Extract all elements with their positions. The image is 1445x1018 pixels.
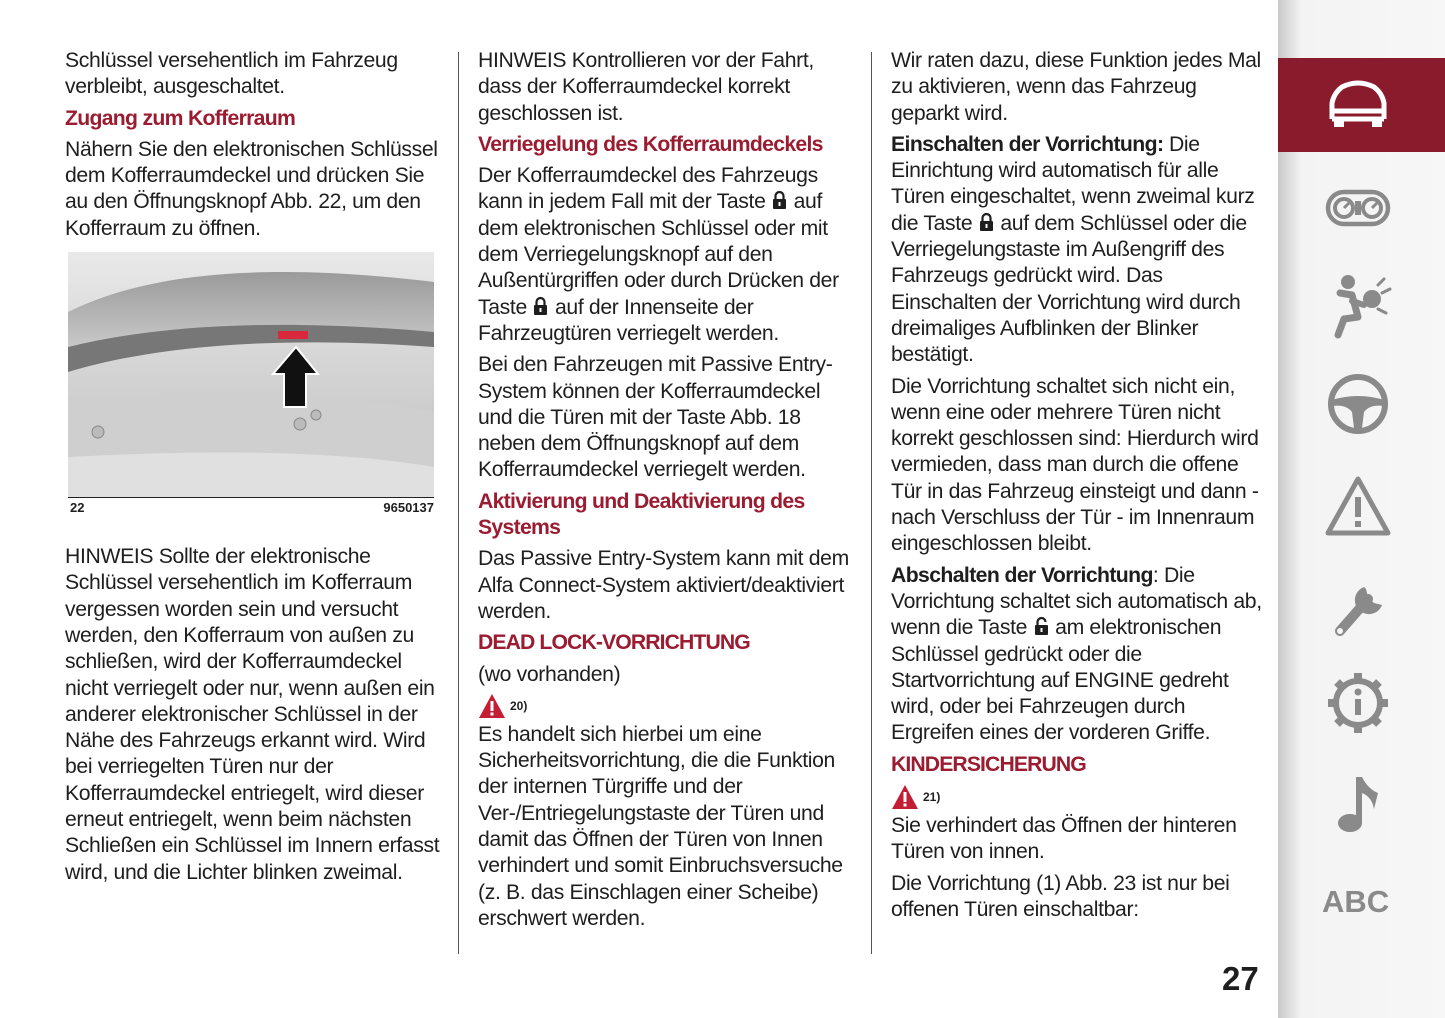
paragraph-wo-vorhanden: (wo vorhanden) bbox=[478, 662, 621, 686]
figure-22 bbox=[68, 252, 434, 516]
paragraph-zugang: Nähern Sie den elektronischen Schlüssel dem Kofferraumdeckel und drücken Sie au den Öffnungsknopf Abb. 22, um den Kofferraum zu öffnen. bbox=[65, 137, 438, 240]
steering-wheel-icon[interactable] bbox=[1318, 364, 1398, 444]
column-divider bbox=[871, 52, 872, 954]
page-number: 27 bbox=[1222, 960, 1259, 997]
paragraph-empfehlung: Wir raten dazu, diese Funktion jedes Mal zu aktivieren, wenn das Fahrzeug geparkt wird. bbox=[891, 49, 1261, 125]
figure-code: 9650137 bbox=[383, 500, 434, 516]
paragraph-verriegelung: Der Kofferraumdeckel des Fahrzeugs kann in jedem Fall mit der Taste auf dem elektronischen Schlüssel oder mit dem Verriegelungsknopf auf den Außentürgriffen oder durch Drücken der Taste auf der Innenseite der Fahrzeugtüren verriegelt werden. bbox=[478, 164, 839, 345]
column-3 bbox=[891, 48, 1263, 928]
note-kofferraum: HINWEIS Sollte der elektronische Schlüssel versehentlich im Kofferraum vergessen worden sein und versucht werden, den Kofferraum von außen zu schließen, wird der Kofferraumdeckel nicht verriegelt oder nur, wenn außen ein anderer elektronischer Schlüssel in der Nähe des Fahrzeugs erkannt wird. Wird bei verriegelten Türen nur der Kofferraumdeckel entriegelt, wird dieser erneut entriegelt, wenn beim nächsten Schließen ein Schlüssel im Innern erfasst wird, und die Lichter blinken zweimal. bbox=[65, 545, 440, 884]
airbag-person-icon[interactable] bbox=[1318, 265, 1398, 345]
lock-icon bbox=[979, 212, 994, 232]
note-kontrolle: HINWEIS Kontrollieren vor der Fahrt, dass der Kofferraumdeckel korrekt geschlossen ist. bbox=[478, 49, 814, 125]
trunk-photo bbox=[68, 252, 434, 498]
heading-verriegelung: Verriegelung des Kofferraumdeckels bbox=[478, 132, 823, 156]
paragraph-nicht-einschalten: Die Vorrichtung schaltet sich nicht ein, wenn eine oder mehrere Türen nicht korrekt geschlossen sind: Hierdurch wird vermieden, dass man durch die offene Tür in das Fahrzeug einsteigt und dann - nach Verschluss der Tür - im Innenraum eingeschlossen bleibt. bbox=[891, 374, 1259, 556]
column-divider bbox=[458, 52, 459, 954]
dashboard-gauges-icon[interactable] bbox=[1318, 168, 1398, 248]
sidebar-abc-index[interactable]: ABC bbox=[1322, 884, 1390, 919]
lock-icon bbox=[772, 190, 787, 210]
figure-number: 22 bbox=[70, 500, 85, 516]
warning-reference-21: 21) bbox=[891, 783, 1263, 811]
heading-dead-lock: DEAD LOCK-VORRICHTUNG bbox=[478, 631, 750, 655]
warning-triangle-icon[interactable] bbox=[1318, 467, 1398, 547]
warning-triangle-icon bbox=[891, 784, 919, 810]
warning-triangle-icon bbox=[478, 693, 506, 719]
car-icon[interactable] bbox=[1318, 65, 1398, 145]
paragraph-einschalten: Einschalten der Vorrichtung: Die Einrichtung wird automatisch für alle Türen eingeschaltet, wenn zweimal kurz die Taste auf dem Schlüssel oder die Verriegelungstaste im Außengriff des Fahrzeugs gedrückt wird. Das Einschalten der Vorrichtung wird durch dreimaliges Aufblinken der Blinker bestätigt. bbox=[891, 132, 1255, 367]
paragraph-passive-entry: Bei den Fahrzeugen mit Passive Entry-System können der Kofferraumdeckel und die Türen mit der Taste Abb. 18 neben dem Öffnungsknopf auf dem Kofferraumdeckel verriegelt werden. bbox=[478, 353, 833, 482]
wrench-icon[interactable] bbox=[1318, 565, 1398, 645]
trunk-lid-illustration bbox=[68, 252, 434, 497]
heading-kofferraum-zugang: Zugang zum Kofferraum bbox=[65, 106, 296, 130]
intro-text: Schlüssel versehentlich im Fahrzeug verbleibt, ausgeschaltet. bbox=[65, 49, 398, 99]
paragraph-dead-lock: Es handelt sich hierbei um eine Sicherheitsvorrichtung, die die Funktion der internen Türgriffe und der Ver-/Entriegelungstaste der Türen und damit das Öffnen der Türen von Innen verhindert und somit Einbruchsversuche (z. B. das Einschlagen einer Scheibe) erschwert werden. bbox=[478, 722, 843, 930]
music-note-icon[interactable] bbox=[1318, 765, 1398, 845]
column-2 bbox=[478, 48, 853, 937]
lock-icon bbox=[533, 296, 548, 316]
paragraph-kindersicherung: Sie verhindert das Öffnen der hinteren Türen von innen. bbox=[891, 814, 1237, 864]
info-gear-icon[interactable] bbox=[1318, 663, 1398, 743]
heading-aktivierung: Aktivierung und Deaktivierung des Systems bbox=[478, 489, 805, 540]
column-1 bbox=[65, 48, 440, 891]
paragraph-vorrichtung: Die Vorrichtung (1) Abb. 23 ist nur bei offenen Türen einschaltbar: bbox=[891, 871, 1230, 921]
paragraph-abschalten: Abschalten der Vorrichtung: Die Vorrichtung schaltet sich automatisch ab, wenn die Taste am elektronischen Schlüssel gedrückt oder die Startvorrichtung auf ENGINE gedreht wird, oder bei Fahrzeugen durch Ergreifen eines der vorderen Griffe. bbox=[891, 563, 1262, 745]
paragraph-aktivierung: Das Passive Entry-System kann mit dem Alfa Connect-System aktiviert/deaktiviert werden. bbox=[478, 547, 849, 623]
figure-caption bbox=[68, 500, 434, 516]
warning-reference-20: 20) bbox=[478, 692, 853, 720]
heading-kindersicherung: KINDERSICHERUNG bbox=[891, 752, 1086, 776]
unlock-icon bbox=[1034, 616, 1049, 636]
